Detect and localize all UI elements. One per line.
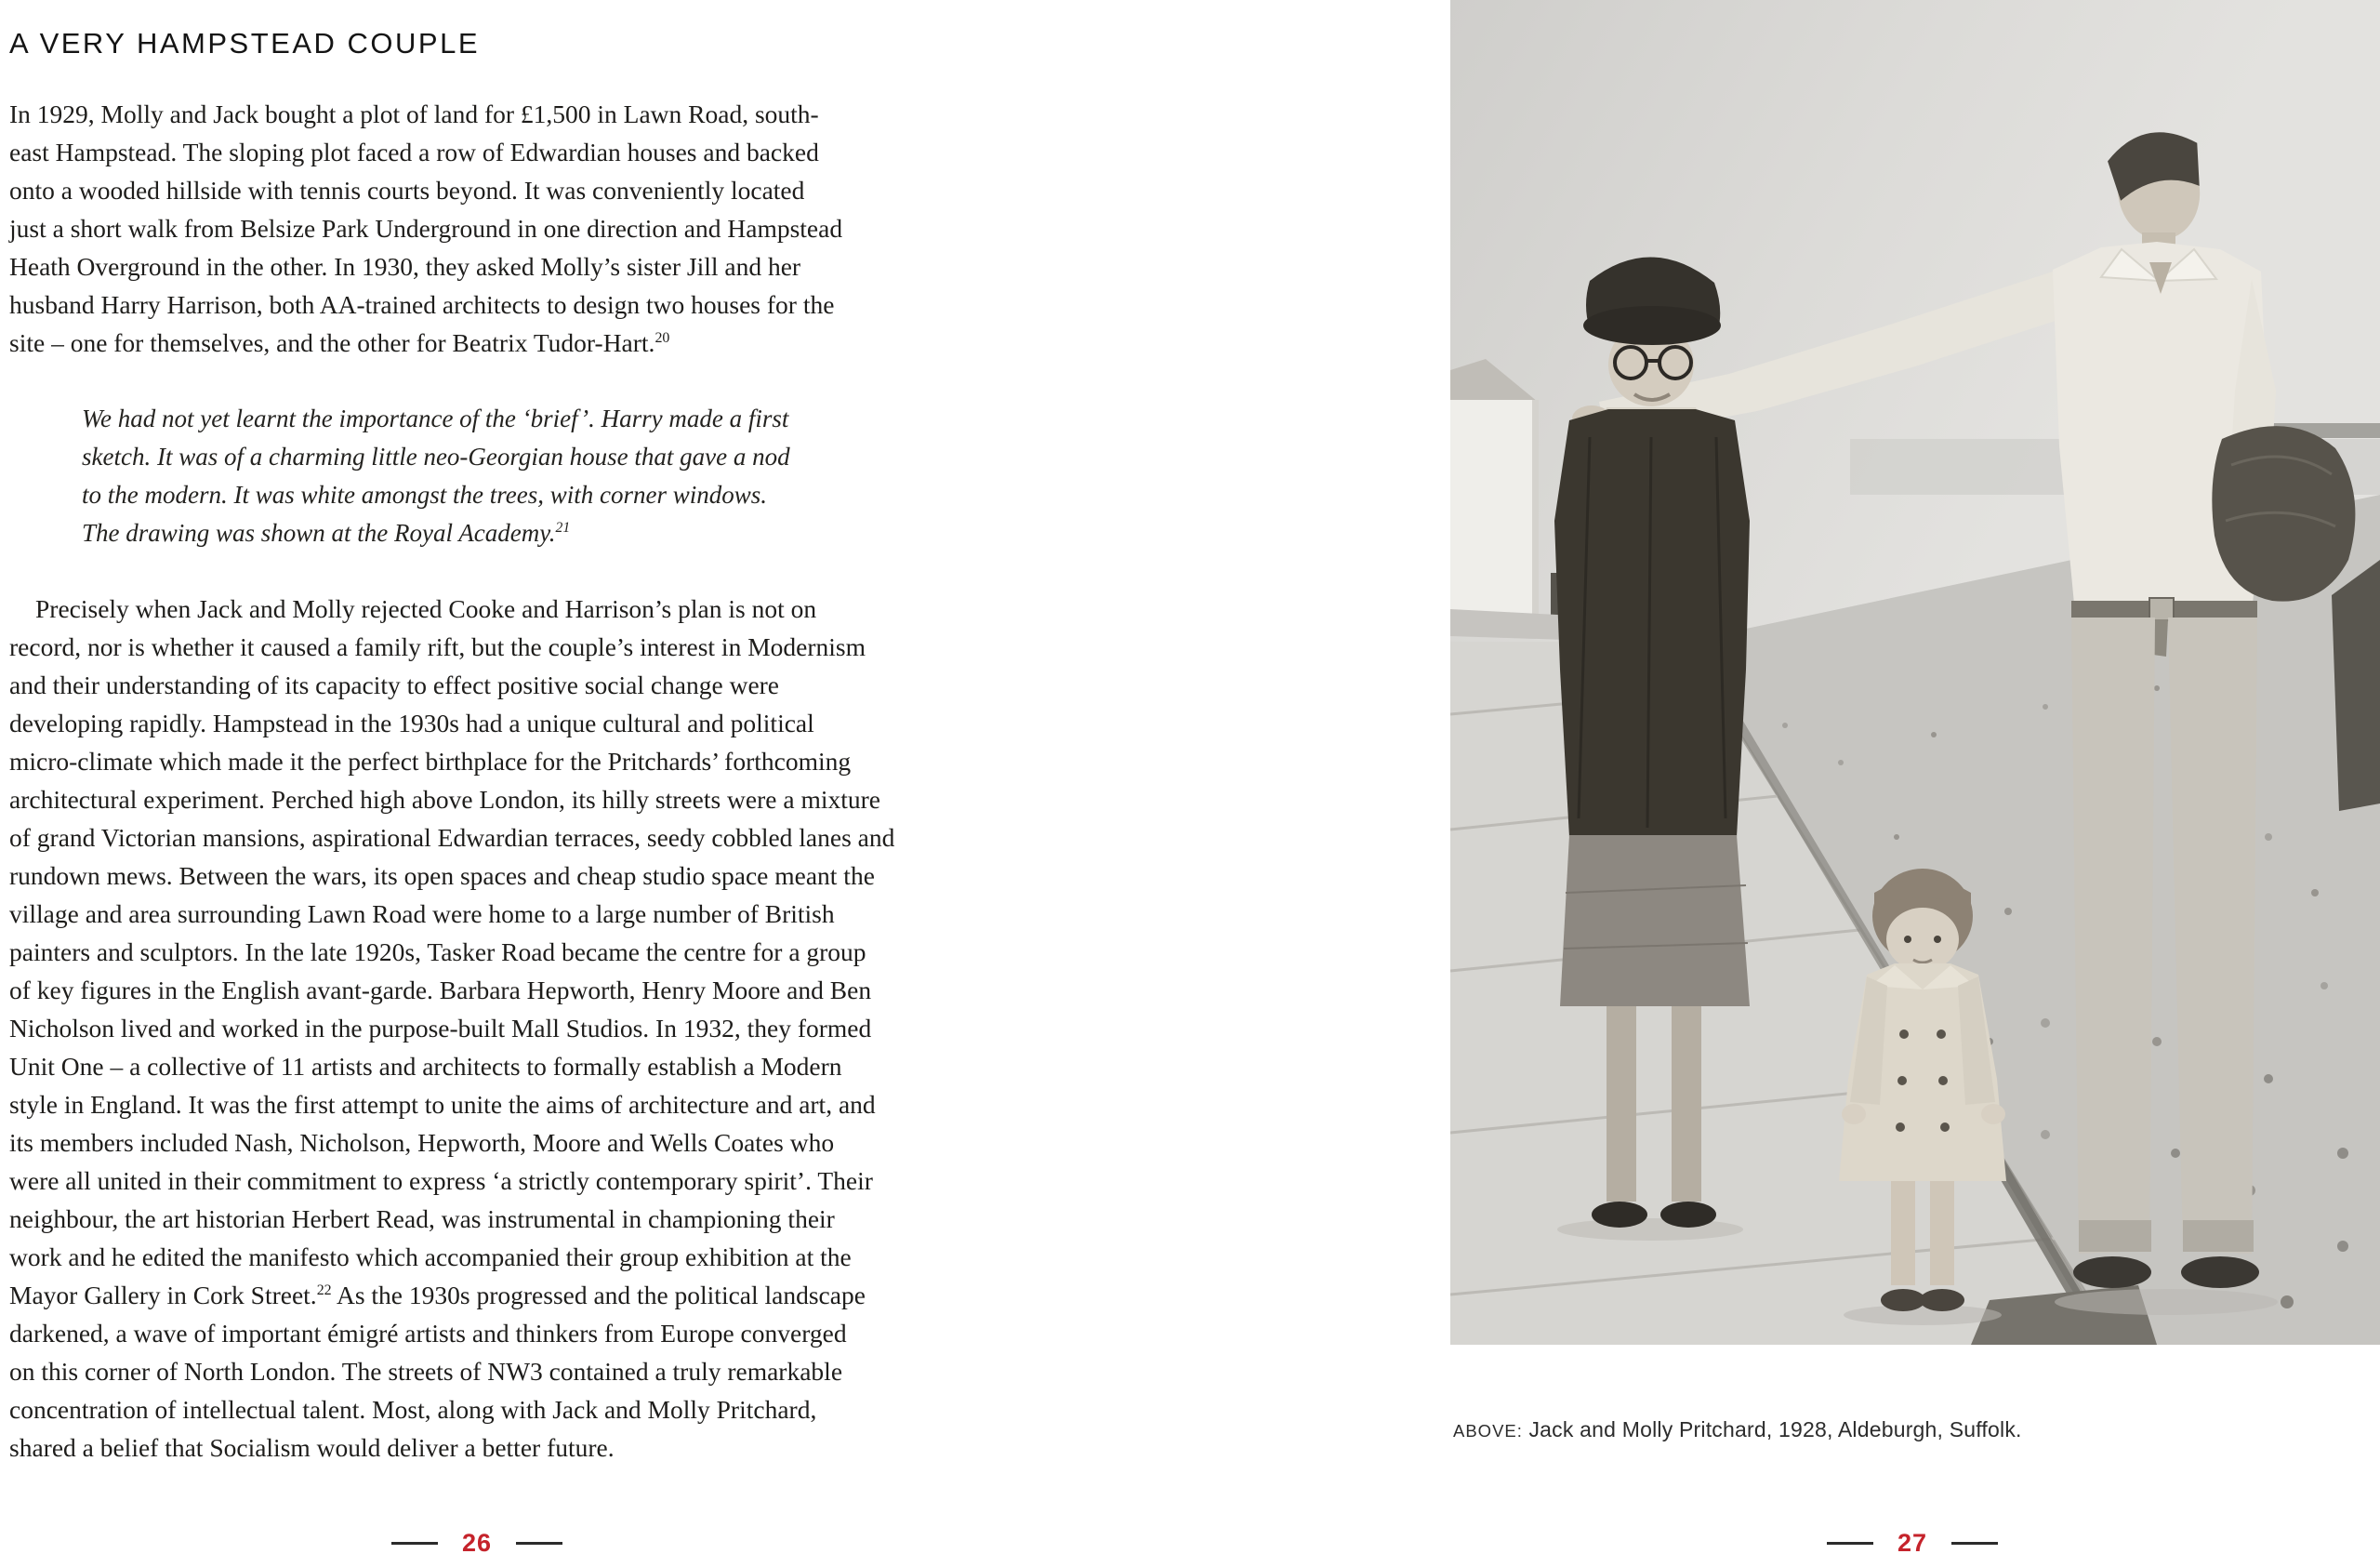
text-line: of grand Victorian mansions, aspirational Edwardian terraces, seedy cobbled lanes and <box>9 823 895 852</box>
paragraph-1 <box>9 95 842 362</box>
footer-rule <box>516 1542 562 1545</box>
text-line: of key figures in the English avant-garde. Barbara Hepworth, Henry Moore and Ben <box>9 976 872 1004</box>
text-line: Precisely when Jack and Molly rejected Cooke and Harrison’s plan is not on <box>35 594 817 623</box>
text-line: its members included Nash, Nicholson, Hepworth, Moore and Wells Coates who <box>9 1128 835 1157</box>
shadow <box>2055 1289 2278 1315</box>
caption-label: ABOVE: <box>1453 1421 1523 1441</box>
text-line: record, nor is whether it caused a family rift, but the couple’s interest in Modernism <box>9 632 866 661</box>
footnote-marker: 20 <box>654 329 670 346</box>
text-line: style in England. It was the first attempt to unite the aims of architecture and art, and <box>9 1090 876 1119</box>
footer-rule <box>1827 1542 1873 1545</box>
footer-left-page <box>375 1527 579 1554</box>
text-line: micro-climate which made it the perfect birthplace for the Pritchards’ forthcoming <box>9 747 852 776</box>
shadow <box>1557 1218 1743 1241</box>
text-line: Unit One – a collective of 11 artists and architects to formally establish a Modern <box>9 1052 842 1081</box>
text-line: on this corner of North London. The streets of NW3 contained a truly remarkable <box>9 1357 843 1386</box>
footer-rule <box>391 1542 438 1545</box>
footnote-marker: 21 <box>555 520 571 536</box>
page-title: A VERY HAMPSTEAD COUPLE <box>9 26 481 60</box>
text-line: We had not yet learnt the importance of the ‘brief’. Harry made a first <box>82 405 789 432</box>
photo-illustration <box>1450 0 2380 1345</box>
footer-rule <box>1951 1542 1998 1545</box>
text-line: to the modern. It was white amongst the trees, with corner windows. <box>82 481 767 509</box>
text-line: work and he edited the manifesto which accompanied their group exhibition at the <box>9 1242 852 1271</box>
text-line: village and area surrounding Lawn Road were home to a large number of British <box>9 899 835 928</box>
text-line: onto a wooded hillside with tennis courts beyond. It was conveniently located <box>9 176 805 205</box>
footnote-marker: 22 <box>316 1282 332 1298</box>
text-line: and their understanding of its capacity to effect positive social change were <box>9 671 780 699</box>
text-line: husband Harry Harrison, both AA-trained architects to design two houses for the <box>9 290 835 319</box>
text-line: darkened, a wave of important émigré artists and thinkers from Europe converged <box>9 1319 847 1348</box>
text-line: The drawing was shown at the Royal Academy.$^{21}$ <box>82 519 571 547</box>
text-line: neighbour, the art historian Herbert Read, was instrumental in championing their <box>9 1204 835 1233</box>
text-line: shared a belief that Socialism would deliver a better future. <box>9 1433 615 1462</box>
caption-text: Jack and Molly Pritchard, 1928, Aldeburgh, Suffolk. <box>1522 1417 2022 1441</box>
text-line: painters and sculptors. In the late 1920s, Tasker Road became the centre for a group <box>9 937 866 966</box>
text-line: were all united in their commitment to express ‘a strictly contemporary spirit’. Their <box>9 1166 873 1195</box>
text-line: concentration of intellectual talent. Most, along with Jack and Molly Pritchard, <box>9 1395 817 1424</box>
text-line: In 1929, Molly and Jack bought a plot of land for £1,500 in Lawn Road, south- <box>9 100 819 128</box>
text-line: site – one for themselves, and the other for Beatrix Tudor-Hart.$^{20}$ <box>9 328 670 357</box>
block-quote <box>82 400 790 552</box>
photo-jack-molly-pritchard <box>1450 0 2380 1345</box>
text-line: architectural experiment. Perched high above London, its hilly streets were a mixture <box>9 785 880 814</box>
paragraph-2 <box>9 590 894 1467</box>
text-line: east Hampstead. The sloping plot faced a row of Edwardian houses and backed <box>9 138 819 166</box>
photo-caption <box>1453 1417 2022 1442</box>
text-line: just a short walk from Belsize Park Underground in one direction and Hampstead <box>9 214 843 243</box>
page-number-right: 27 <box>1897 1528 1928 1554</box>
text-line: Mayor Gallery in Cork Street.$^{22}$ As the 1930s progressed and the political landscape <box>9 1281 866 1309</box>
text-line: sketch. It was of a charming little neo-Georgian house that gave a nod <box>82 443 790 471</box>
text-line: Heath Overground in the other. In 1930, they asked Molly’s sister Jill and her <box>9 252 801 281</box>
text-line: developing rapidly. Hampstead in the 1930s had a unique cultural and political <box>9 709 814 737</box>
shadow <box>1844 1305 2002 1325</box>
page-number-left: 26 <box>461 1528 493 1554</box>
text-line: rundown mews. Between the wars, its open spaces and cheap studio space meant the <box>9 861 875 890</box>
footer-right-page <box>1810 1527 2015 1554</box>
text-line: Nicholson lived and worked in the purpose-built Mall Studios. In 1932, they formed <box>9 1014 872 1043</box>
